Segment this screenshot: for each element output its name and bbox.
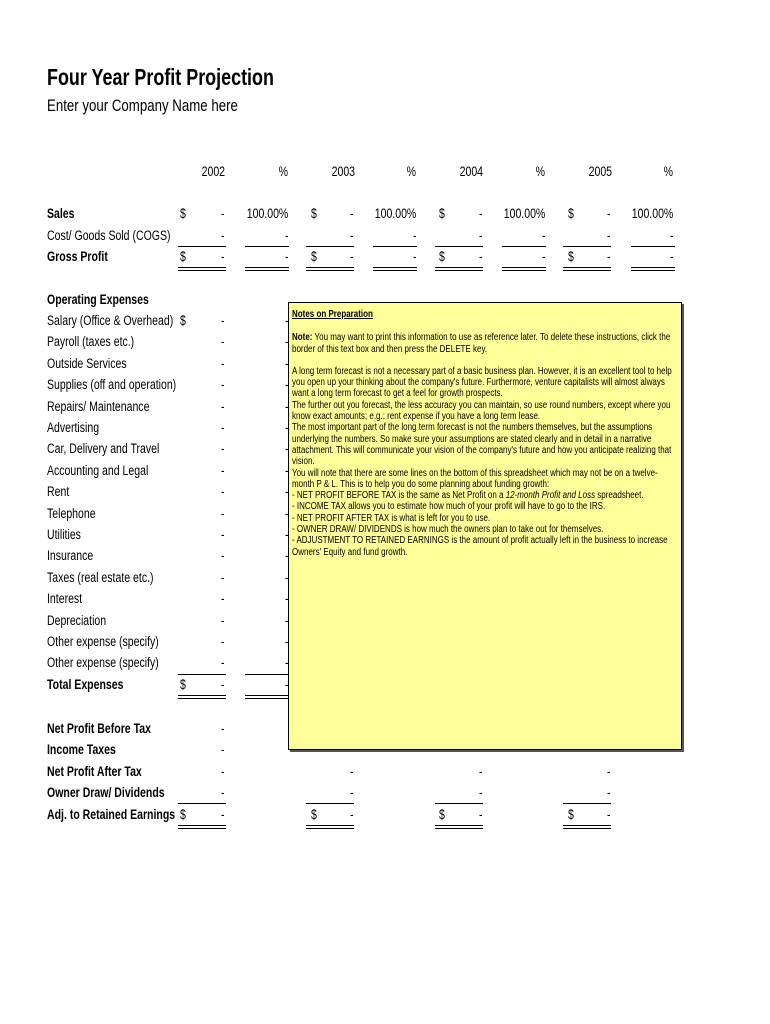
underline <box>245 674 289 675</box>
cell-value[interactable]: - <box>220 548 224 564</box>
row-label-sales: Sales <box>47 206 75 221</box>
row-label-expense: Rent <box>47 484 70 500</box>
currency-symbol: $ <box>439 249 445 264</box>
row-label-expense: Car, Delivery and Travel <box>47 441 160 457</box>
cell-percent: - <box>284 228 288 243</box>
year-header: 2003 <box>331 164 355 179</box>
double-underline <box>373 267 417 271</box>
cell-percent: - <box>284 677 288 692</box>
underline <box>178 803 226 804</box>
cell-value[interactable]: - <box>220 462 224 478</box>
cell-percent: - <box>284 355 288 371</box>
underline <box>435 246 483 247</box>
cell-value[interactable]: - <box>220 634 224 649</box>
row-label-expense: Depreciation <box>47 612 107 628</box>
cell-value[interactable]: - <box>478 807 482 822</box>
cell-value[interactable]: - <box>606 249 610 264</box>
cell-value[interactable]: - <box>220 612 224 628</box>
cell-percent: - <box>284 484 288 500</box>
cell-percent: - <box>669 249 673 264</box>
company-name-placeholder[interactable]: Enter your Company Name here <box>47 96 238 115</box>
cell-value[interactable]: - <box>220 721 224 736</box>
row-label-expense: Payroll (taxes etc.) <box>47 334 135 350</box>
currency-symbol: $ <box>180 206 186 221</box>
cell-percent: - <box>284 420 288 435</box>
row-label-expense: Interest <box>47 591 83 607</box>
cell-value[interactable]: - <box>606 764 610 779</box>
currency-symbol: $ <box>439 807 445 822</box>
currency-symbol: $ <box>568 249 574 264</box>
cell-value[interactable]: - <box>478 206 482 221</box>
cell-percent: - <box>284 249 288 264</box>
cell-value[interactable]: - <box>220 569 224 585</box>
page-title: Four Year Profit Projection <box>47 64 274 90</box>
cell-value[interactable]: - <box>606 785 610 800</box>
double-underline <box>435 267 483 271</box>
cell-percent: - <box>284 548 288 564</box>
underline <box>245 246 289 247</box>
double-underline <box>435 825 483 829</box>
currency-symbol: $ <box>311 807 317 822</box>
currency-symbol: $ <box>311 249 317 264</box>
cell-value[interactable]: - <box>606 807 610 822</box>
row-label-expense: Other expense (specify) <box>47 634 159 649</box>
row-label-expense: Advertising <box>47 420 100 435</box>
row-label-income-taxes: Income Taxes <box>47 742 116 757</box>
row-label-expense: Outside Services <box>47 355 127 371</box>
cell-value[interactable]: - <box>349 785 353 800</box>
notes-bullet-income-tax: - INCOME TAX allows you to estimate how much of your profit will have to go to the IRS. <box>292 501 606 513</box>
row-label-expense: Telephone <box>47 505 96 521</box>
cell-percent: - <box>284 313 288 328</box>
row-label-adj-retained-earnings: Adj. to Retained Earnings <box>47 807 176 822</box>
cell-value[interactable]: - <box>220 355 224 371</box>
row-label-cogs: Cost/ Goods Sold (COGS) <box>47 228 171 243</box>
cell-value[interactable]: - <box>349 228 353 243</box>
cell-percent: - <box>669 228 673 243</box>
currency-symbol: $ <box>568 807 574 822</box>
underline <box>631 246 675 247</box>
cell-value[interactable]: - <box>220 785 224 800</box>
row-label-net-profit-after-tax: Net Profit After Tax <box>47 764 142 779</box>
double-underline <box>306 825 354 829</box>
row-label-expense: Repairs/ Maintenance <box>47 398 150 414</box>
cell-value[interactable]: - <box>220 249 224 264</box>
cell-percent: - <box>541 249 545 264</box>
double-underline <box>563 267 611 271</box>
underline <box>373 246 417 247</box>
cell-value[interactable]: - <box>220 505 224 521</box>
row-label-owner-draw: Owner Draw/ Dividends <box>47 785 165 800</box>
percent-header: % <box>663 164 673 179</box>
notes-paragraph-1: A long term forecast is not a necessary part of a basic business plan. However, it is an excellent tool to help you open up your thinking about the company's future. Furthermore, venture capitalists will almost always want a long term forecast to get a feel for growth prospects. <box>292 365 672 400</box>
double-underline <box>178 267 226 271</box>
currency-symbol: $ <box>311 206 317 221</box>
notes-bullet-retained: - ADJUSTMENT TO RETAINED EARNINGS is the amount of profit actually left in the business to increase Owners' Equity and fund growth. <box>292 535 668 558</box>
cell-percent: - <box>412 249 416 264</box>
underline <box>563 803 611 804</box>
currency-symbol: $ <box>180 249 186 264</box>
percent-header: % <box>278 164 288 179</box>
cell-value[interactable]: - <box>220 527 224 542</box>
underline <box>435 803 483 804</box>
cell-value[interactable]: - <box>220 591 224 607</box>
double-underline <box>178 695 226 699</box>
row-label-expense: Other expense (specify) <box>47 655 159 671</box>
cell-percent: - <box>284 377 288 393</box>
cell-value[interactable]: - <box>478 764 482 779</box>
notes-paragraph-4: You will note that there are some lines on the bottom of this spreadsheet which may not be on a twelve-month P & L. This is to help you do some planning about funding growth: <box>292 467 658 490</box>
year-header: 2004 <box>459 164 483 179</box>
cell-percent: - <box>284 441 288 457</box>
cell-value[interactable]: - <box>220 484 224 500</box>
cell-percent: - <box>284 462 288 478</box>
notes-note: Note: You may want to print this information to use as reference later. To delete these instructions, click the border of this text box and then press the DELETE key. <box>292 332 671 355</box>
notes-paragraph-2: The further out you forecast, the less accuracy you can maintain, so use round numbers, except where you know exact amounts; e.g.: rent expense if you have a long term lease. <box>292 399 671 423</box>
currency-symbol: $ <box>568 206 574 221</box>
double-underline <box>178 825 226 829</box>
cell-value[interactable]: - <box>349 807 353 822</box>
cell-percent: 100.00% <box>631 206 673 221</box>
cell-value[interactable]: - <box>220 764 224 779</box>
double-underline <box>245 267 289 271</box>
cell-percent: - <box>284 398 288 414</box>
cell-percent: - <box>284 612 288 628</box>
notes-bullet-net-profit: - NET PROFIT BEFORE TAX is the same as Net Profit on a 12-month Profit and Loss spreadsheet. <box>292 490 644 502</box>
row-label-net-profit-before-tax: Net Profit Before Tax <box>47 721 151 736</box>
row-label-expense: Salary (Office & Overhead) <box>47 313 174 328</box>
percent-header: % <box>535 164 545 179</box>
cell-value[interactable]: - <box>220 334 224 350</box>
cell-value[interactable]: - <box>220 313 224 328</box>
cell-percent: - <box>541 228 545 243</box>
row-label-gross-profit: Gross Profit <box>47 249 108 264</box>
cell-value[interactable]: - <box>220 441 224 457</box>
row-label-expense: Accounting and Legal <box>47 462 149 478</box>
double-underline <box>563 825 611 829</box>
cell-value[interactable]: - <box>606 228 610 243</box>
cell-percent: - <box>284 505 288 521</box>
cell-value[interactable]: - <box>220 398 224 414</box>
row-label-total-expenses: Total Expenses <box>47 677 124 692</box>
cell-value[interactable]: - <box>349 764 353 779</box>
cell-value[interactable]: - <box>349 249 353 264</box>
currency-symbol: $ <box>180 807 186 822</box>
year-header: 2005 <box>588 164 612 179</box>
double-underline <box>306 267 354 271</box>
underline <box>178 246 226 247</box>
notes-heading: Notes on Preparation <box>292 309 373 320</box>
year-header: 2002 <box>201 164 225 179</box>
cell-value[interactable]: - <box>220 206 224 221</box>
double-underline <box>631 267 675 271</box>
underline <box>563 246 611 247</box>
cell-percent: - <box>284 527 288 542</box>
cell-value[interactable]: - <box>220 655 224 671</box>
notes-paragraph-3: The most important part of the long term forecast is not the numbers themselves, but the assumptions underlying the numbers. So make sure your assumptions are stated clearly and in detail in a narrative attachment. This will communicate your vision of the company's future and how you anticipate realizing that vision. <box>292 422 672 468</box>
currency-symbol: $ <box>180 313 186 328</box>
notes-on-preparation-box[interactable] <box>288 302 682 750</box>
row-label-expense: Taxes (real estate etc.) <box>47 569 154 585</box>
cell-percent: - <box>284 334 288 350</box>
row-label-expense: Utilities <box>47 527 81 542</box>
cell-percent: 100.00% <box>246 206 288 221</box>
cell-value[interactable]: - <box>220 742 224 757</box>
underline <box>502 246 546 247</box>
percent-header: % <box>406 164 416 179</box>
cell-percent: - <box>284 569 288 585</box>
double-underline <box>502 267 546 271</box>
currency-symbol: $ <box>439 206 445 221</box>
underline <box>306 803 354 804</box>
cell-value[interactable]: - <box>220 807 224 822</box>
cell-value[interactable]: - <box>220 420 224 435</box>
cell-value[interactable]: - <box>220 228 224 243</box>
row-label-expense: Insurance <box>47 548 94 564</box>
cell-value[interactable]: - <box>478 249 482 264</box>
cell-percent: - <box>284 634 288 649</box>
notes-bullet-owner-draw: - OWNER DRAW/ DIVIDENDS is how much the owners plan to take out for themselves. <box>292 524 604 536</box>
cell-percent: 100.00% <box>503 206 545 221</box>
cell-value[interactable]: - <box>220 677 224 692</box>
cell-percent: - <box>412 228 416 243</box>
row-label-expense: Supplies (off and operation) <box>47 377 177 393</box>
cell-value[interactable]: - <box>606 206 610 221</box>
double-underline <box>245 695 289 699</box>
underline <box>306 246 354 247</box>
cell-value[interactable]: - <box>349 206 353 221</box>
currency-symbol: $ <box>180 677 186 692</box>
cell-value[interactable]: - <box>220 377 224 393</box>
cell-value[interactable]: - <box>478 785 482 800</box>
cell-percent: - <box>284 655 288 671</box>
cell-value[interactable]: - <box>478 228 482 243</box>
cell-percent: - <box>284 591 288 607</box>
underline <box>178 674 226 675</box>
notes-bullet-after-tax: - NET PROFIT AFTER TAX is what is left for you to use. <box>292 512 491 524</box>
cell-percent: 100.00% <box>374 206 416 221</box>
section-label-operating-expenses: Operating Expenses <box>47 292 149 307</box>
